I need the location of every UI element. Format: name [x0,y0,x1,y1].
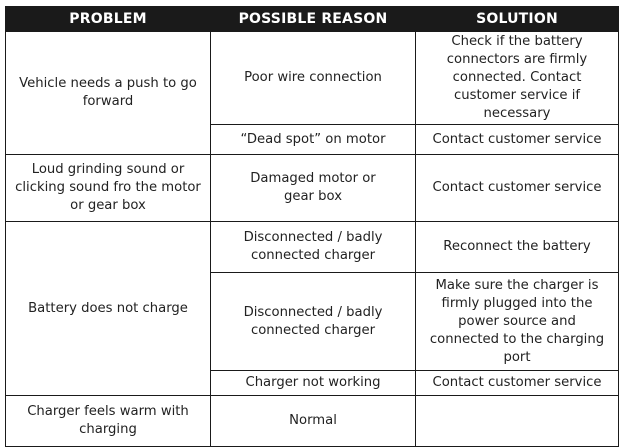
problem-cell: Charger feels warm with charging [6,396,211,447]
table-header-row [6,7,619,32]
solution-cell [416,396,619,447]
reason-cell: Poor wire connection [211,32,416,125]
solution-cell: Check if the battery connectors are firmly connected. Contact customer service if necessary [416,32,619,125]
problem-cell: Battery does not charge [6,222,211,396]
problem-cell: Vehicle needs a push to go forward [6,32,211,155]
solution-cell: Contact customer service [416,155,619,222]
table-row [6,32,619,125]
header-possible-reason: POSSIBLE REASON [211,7,416,32]
problem-cell: Loud grinding sound or clicking sound fro the motor or gear box [6,155,211,222]
header-solution: SOLUTION [416,7,619,32]
troubleshooting-table [5,6,619,447]
reason-cell: “Dead spot” on motor [211,125,416,155]
solution-cell: Make sure the charger is firmly plugged into the power source and connected to the charging port [416,273,619,371]
reason-cell: Normal [211,396,416,447]
table-row [6,222,619,273]
table-row [6,155,619,222]
table-row [6,396,619,447]
reason-cell: Damaged motor or gear box [211,155,416,222]
header-problem: PROBLEM [6,7,211,32]
solution-cell: Contact customer service [416,125,619,155]
solution-cell: Reconnect the battery [416,222,619,273]
reason-cell: Disconnected / badly connected charger [211,222,416,273]
reason-cell: Charger not working [211,371,416,396]
solution-cell: Contact customer service [416,371,619,396]
reason-cell: Disconnected / badly connected charger [211,273,416,371]
